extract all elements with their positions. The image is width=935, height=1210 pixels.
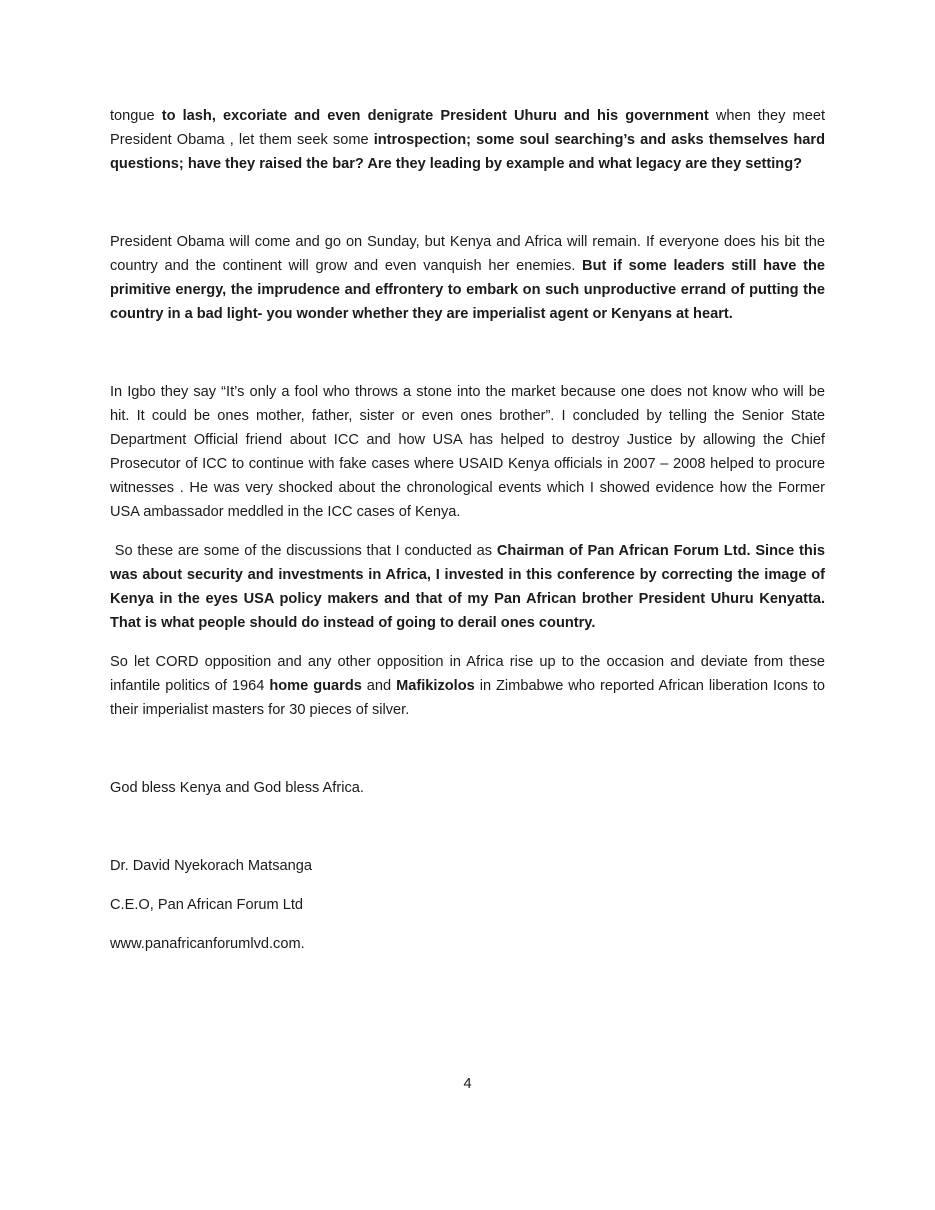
- paragraph: [110, 104, 825, 176]
- bold-text-run: introspection; some soul searching’s and asks themselves hard questions; have they raised the bar? Are they leading by example and what legacy are they setting?: [110, 132, 825, 172]
- paragraph: [110, 650, 825, 722]
- bold-text-run: to lash, excoriate and even denigrate President Uhuru and his government: [161, 108, 709, 124]
- text-run: God bless Kenya and God bless Africa.: [110, 780, 364, 796]
- page-footer: [0, 1072, 935, 1096]
- empty-paragraph: [110, 737, 825, 761]
- text-run: So these are some of the discussions that I conducted as: [110, 543, 497, 559]
- paragraph: [110, 893, 825, 917]
- bold-text-run: home guards: [269, 678, 362, 694]
- text-run: when they meet President Obama , let them seek some: [110, 108, 825, 148]
- bold-text-run: Chairman of Pan African Forum Ltd. Since this was about security and investments in Africa, I invested in this conference by correcting the image of Kenya in the eyes USA policy makers and that of my Pan African brother President Uhuru Kenyatta. That is what people should do instead of going to derail ones country.: [110, 543, 825, 631]
- paragraph: [110, 380, 825, 524]
- empty-paragraph: [110, 815, 825, 839]
- text-run: in Zimbabwe who reported African liberation Icons to their imperialist masters for 30 pieces of silver.: [110, 678, 826, 718]
- bold-text-run: Mafikizolos: [396, 678, 475, 694]
- empty-paragraph: [110, 191, 825, 215]
- paragraph: [110, 230, 825, 326]
- text-run: tongue: [110, 108, 162, 124]
- bold-text-run: But if some leaders still have the primitive energy, the imprudence and effrontery to embark on such unproductive errand of putting the country in a bad light- you wonder whether they are imperialist agent or Kenyans at heart.: [110, 258, 825, 322]
- text-run: and: [361, 678, 397, 694]
- text-run: Dr. David Nyekorach Matsanga: [110, 858, 312, 874]
- text-run: C.E.O, Pan African Forum Ltd: [110, 897, 304, 913]
- text-run: So let CORD opposition and any other opposition in Africa rise up to the occasion and deviate from these infantile politics of 1964: [110, 654, 825, 694]
- paragraph: [110, 776, 825, 800]
- paragraph: [110, 539, 825, 635]
- page-number: 4: [463, 1076, 472, 1092]
- text-run: www.panafricanforumlvd.com.: [110, 936, 305, 952]
- paragraph: [110, 932, 825, 956]
- paragraph: [110, 854, 825, 878]
- text-run: President Obama will come and go on Sunday, but Kenya and Africa will remain. If everyone does his bit the country and the continent will grow and even vanquish her enemies.: [110, 234, 825, 274]
- text-run: In Igbo they say “It’s only a fool who throws a stone into the market because one does not know who will be hit. It could be ones mother, father, sister or even ones brother”. I concluded by telling the Senior State Department Official friend about ICC and how USA has helped to destroy Justice by allowing the Chief Prosecutor of ICC to continue with fake cases where USAID Kenya officials in 2007 – 2008 helped to procure witnesses . He was very shocked about the chronological events which I showed evidence how the Former USA ambassador meddled in the ICC cases of Kenya.: [110, 384, 825, 520]
- document-body: [110, 104, 825, 971]
- empty-paragraph: [110, 341, 825, 365]
